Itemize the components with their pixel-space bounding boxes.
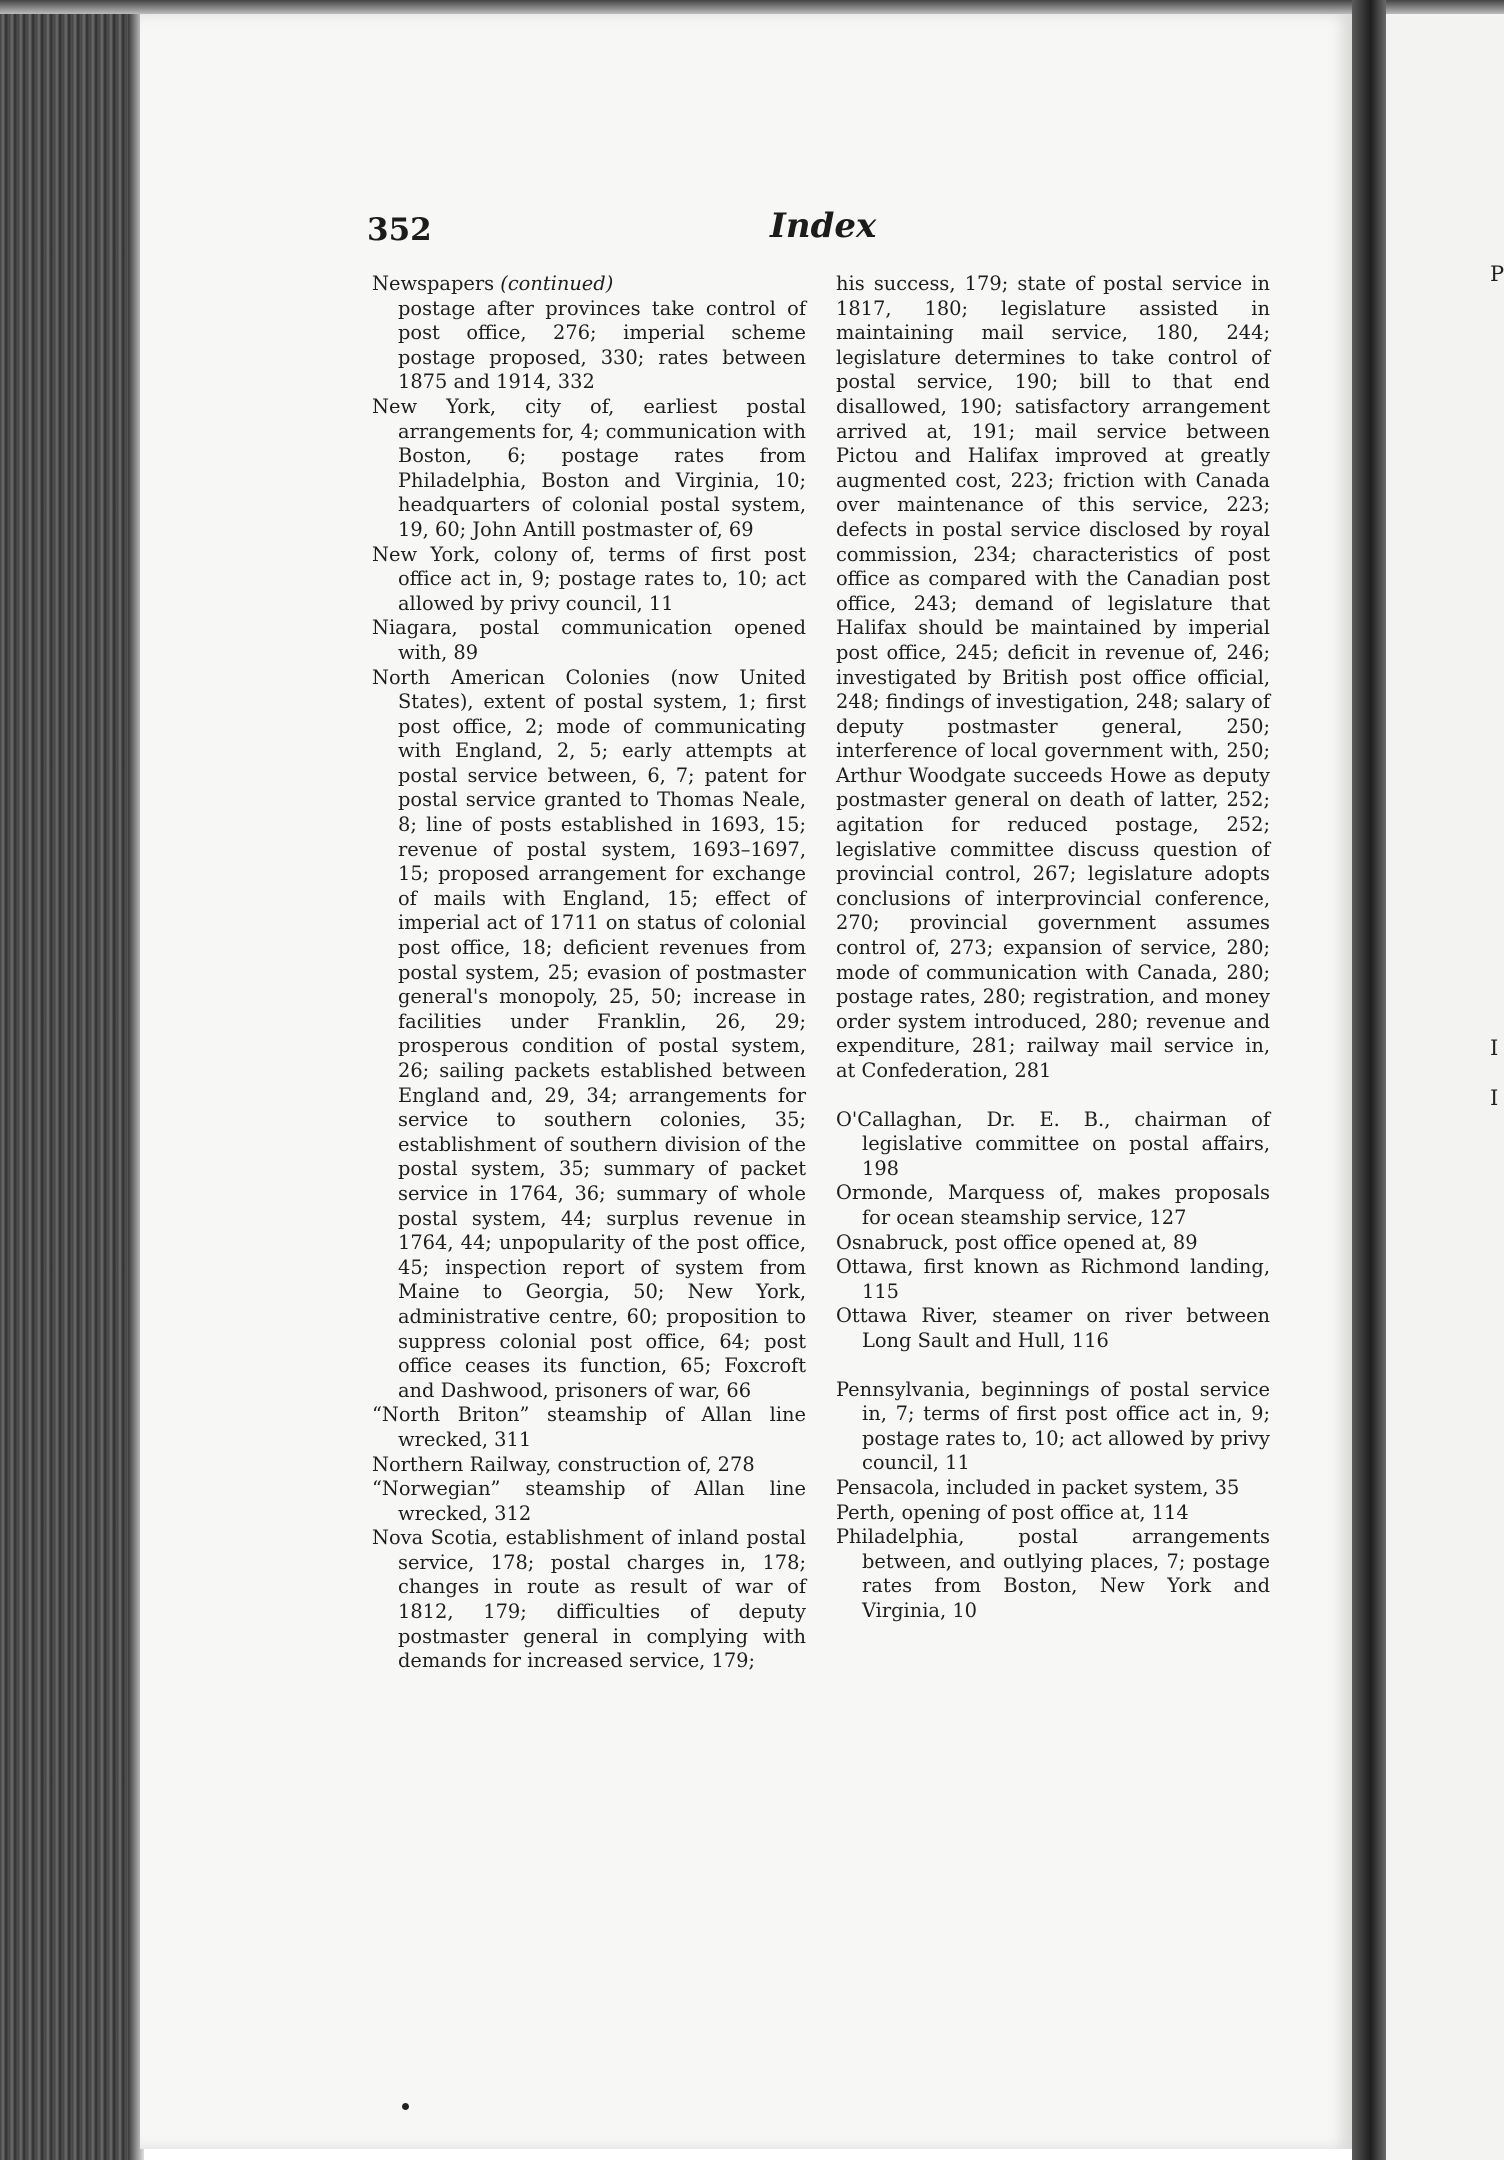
index-entry: Pennsylvania, beginnings of postal service in, 7; terms of first post office act in, 9; postage rates to, 10; act allowed by privy council, 11 [836,1377,1270,1475]
index-entry: New York, colony of, terms of first post office act in, 9; postage rates to, 10; act allowed by privy council, 11 [372,542,806,615]
top-page-edge [0,0,1504,14]
book-gutter [1352,0,1386,2160]
index-entry: Niagara, postal communication opened with, 89 [372,616,806,664]
facing-page-letter: I [1490,1086,1499,1110]
index-entry: “Norwegian” steamship of Allan line wrecked, 312 [372,1477,806,1525]
index-entry: Ottawa River, steamer on river between Long Sault and Hull, 116 [836,1304,1270,1352]
index-entry: Perth, opening of post office at, 114 [836,1500,1189,1524]
index-entry: Osnabruck, post office opened at, 89 [836,1230,1198,1254]
facing-page [1386,14,1504,2160]
index-column-left [372,272,806,1674]
index-entry-heading [372,272,806,297]
facing-page-letter: P [1490,262,1504,286]
index-entry-continuation: his success, 179; state of postal service in 1817, 180; legislature assisted in maintaining mail service, 180, 244; legislature determines to take control of postal service, 190; bill to that end disallowed, 190; satisfactory arrangement arrived at, 191; mail service between Pictou and Halifax improved at greatly augmented cost, 223; friction with Canada over maintenance of this service, 223; defects in postal service disclosed by royal commission, 234; characteristics of post office as compared with the Canadian post office, 243; demand of legislature that Halifax should be maintained by imperial post office, 245; deficit in revenue of, 246; investigated by British post office official, 248; findings of investigation, 248; salary of deputy postmaster general, 250; interference of local government with, 250; Arthur Woodgate succeeds Howe as deputy postmaster general on death of latter, 252; agitation for reduced postage, 252; legislative committee discuss question of provincial control, 267; legislature adopts conclusions of interprovincial conference, 270; provincial government assumes control of, 273; expansion of service, 280; mode of communication with Canada, 280; postage rates, 280; registration, and money order system introduced, 280; revenue and expenditure, 281; railway mail service in, at Confederation, 281 [836,272,1270,1082]
page-number: 352 [367,212,432,248]
index-entry: Northern Railway, construction of, 278 [372,1452,755,1476]
index-column-right [836,272,1270,1623]
ink-speck [402,2103,409,2110]
index-entry: Philadelphia, postal arrangements between, and outlying places, 7; postage rates from Boston, New York and Virginia, 10 [836,1525,1270,1622]
index-entry: O'Callaghan, Dr. E. B., chairman of legislative committee on postal affairs, 198 [836,1107,1270,1180]
entry-head: Newspapers [372,272,495,295]
book-page-edges [0,0,128,2160]
index-entry: Ottawa, first known as Richmond landing, 115 [836,1255,1270,1303]
index-entry: Ormonde, Marquess of, makes proposals for ocean steamship service, 127 [836,1181,1270,1229]
index-entry: Pensacola, included in packet system, 35 [836,1475,1240,1499]
running-head: Index [770,206,877,246]
index-entry: postage after provinces take control of post office, 276; imperial scheme postage proposed, 330; rates between 1875 and 1914, 332 [398,296,806,394]
index-entry: North American Colonies (now United States), extent of postal system, 1; first post office, 2; mode of communicating with England, 2, 5; early attempts at postal service between, 6, 7; patent for postal service granted to Thomas Neale, 8; line of posts established in 1693, 15; revenue of postal system, 1693–1697, 15; proposed arrangement for exchange of mails with England, 15; effect of imperial act of 1711 on status of colonial post office, 18; deficient revenues from postal system, 25; evasion of postmaster general's monopoly, 25, 50; increase in facilities under Franklin, 26, 29; prosperous condition of postal system, 26; sailing packets established between England and, 29, 34; arrangements for service to southern colonies, 35; establishment of southern division of the postal system, 35; summary of packet service in 1764, 36; summary of whole postal system, 44; surplus revenue in 1764, 44; unpopularity of the post office, 45; inspection report of system from Maine to Georgia, 50; New York, administrative centre, 60; proposition to suppress colonial post office, 64; post office ceases its function, 65; Foxcroft and Dashwood, prisoners of war, 66 [372,665,806,1402]
index-entry: “North Briton” steamship of Allan line wrecked, 311 [372,1403,806,1451]
index-entry: Nova Scotia, establishment of inland postal service, 178; postal charges in, 178; changes in route as result of war of 1812, 179; difficulties of deputy postmaster general in complying with demands for increased service, 179; [372,1526,806,1673]
facing-page-letter: I [1490,1036,1499,1060]
continued-note: (continued) [500,272,614,295]
index-entry: New York, city of, earliest postal arrangements for, 4; communication with Boston, 6; postage rates from Philadelphia, Boston and Virginia, 10; headquarters of colonial postal system, 19, 60; John Antill postmaster of, 69 [372,394,806,541]
